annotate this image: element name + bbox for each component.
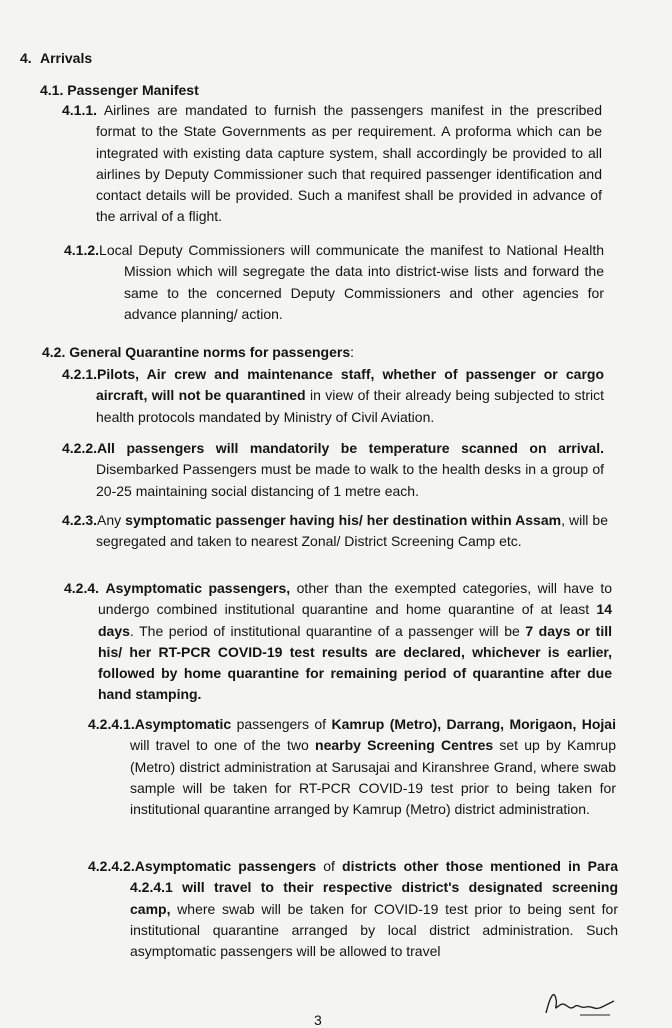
paragraph-label: 4.1.1. [62,102,98,118]
paragraph-label: 4.2.4.1. [88,716,135,732]
paragraph-bold-2: Kamrup (Metro), Darrang, Morigaon, Hojai [331,716,616,732]
paragraph-bold-1: Asymptomatic passengers, [105,580,291,596]
paragraph-bold-2: 14 days [98,601,612,639]
section-heading [20,50,92,66]
subsection-heading-4-1: 4.1. Passenger Manifest [40,82,199,98]
paragraph-label: 4.1.2. [64,242,100,258]
heading-suffix: : [350,344,354,360]
page-number: 3 [314,1012,322,1028]
paragraph-text: Disembarked Passengers must be made to walk to the health desks in a group of 20-25 maintaining social distancing of 1 metre each. [96,461,604,499]
paragraph-text: Local Deputy Commissioners will communicate the manifest to National Health Mission which will segregate the data into district-wise lists and forward the same to the concerned Deputy Commissioners and other agencies for advance planning/ action. [99,242,604,322]
paragraph-text-2: , will be segregated and taken to nearest Zonal/ District Screening Camp etc. [96,512,608,550]
paragraph-bold-2: districts other those mentioned in Para 4.2.4.1 will travel to their respective district's designated screening camp, [130,858,618,917]
paragraph-text-2: will travel to one of the two [130,737,316,754]
paragraph-bold-text: Pilots, Air crew and maintenance staff, whether of passenger or cargo aircraft, will not be quarantined [96,366,604,404]
paragraph-4-2-4 [64,578,613,706]
paragraph-4-1-1 [62,100,602,228]
section-title: Arrivals [40,50,93,66]
paragraph-bold-text: symptomatic passenger having his/ her destination within Assam [125,512,562,528]
paragraph-bold-text: All passengers will mandatorily be temperature scanned on arrival. [97,440,604,456]
signature-mark [540,985,620,1020]
paragraph-text-2: where swab will be taken for COVID-19 test prior to being sent for institutional quarantine arranged by local district administration. Such asymptomatic passengers will be allowed to travel [130,900,618,960]
paragraph-text-1: of [316,858,343,874]
paragraph-text-1: other than the exempted categories, will have to undergo combined institutional quarantine and home quarantine of at least [98,580,612,618]
paragraph-label: 4.2.4.2. [88,858,135,874]
paragraph-text-1: passengers of [231,716,332,732]
paragraph-4-2-4-1 [88,714,616,820]
paragraph-label: 4.2.2. [62,440,98,456]
paragraph-text-2: . The period of institutional quarantine of a passenger will be [129,622,526,639]
paragraph-label: 4.2.3. [62,512,98,528]
paragraph-label: 4.2.1. [62,366,98,382]
paragraph-4-2-1 [62,364,604,428]
paragraph-text: in view of their already being subjected to strict health protocols mandated by Ministry of Civil Aviation. [96,387,604,425]
paragraph-4-2-4-2 [88,856,618,962]
paragraph-label: 4.2.4. [64,580,100,596]
heading-text: 4.2. General Quarantine norms for passengers [42,344,351,360]
paragraph-text-3: set up by Kamrup (Metro) district administration at Sarusajai and Kiranshree Grand, where swab sample will be taken for RT-PCR COVID-19 test prior to being taken for institutional quarantine arranged by Kamrup (Metro) district administration. [130,737,616,818]
section-number: 4. [20,50,32,66]
paragraph-text-1: Any [97,512,126,528]
paragraph-4-2-3 [62,510,608,553]
paragraph-4-1-2 [64,240,604,325]
paragraph-bold-1: Asymptomatic passengers [134,858,317,874]
paragraph-bold-3: 7 days or till his/ her RT-PCR COVID-19 test results are declared, whichever is earlier, followed by home quarantine for remaining period of quarantine after due hand stamping. [98,622,613,703]
paragraph-text: Airlines are mandated to furnish the passengers manifest in the prescribed format to the State Governments as per requirement. A proforma which can be integrated with existing data capture system, shall accordingly be provided to all airlines by Deputy Commissioner such that required passenger identification and contact details will be provided. Such a manifest shall be provided in advance of the arrival of a flight. [96,102,602,225]
paragraph-4-2-2 [62,438,604,502]
subsection-heading-4-2 [42,344,354,360]
paragraph-bold-3: nearby Screening Centres [315,737,494,754]
paragraph-bold-1: Asymptomatic [134,716,232,732]
